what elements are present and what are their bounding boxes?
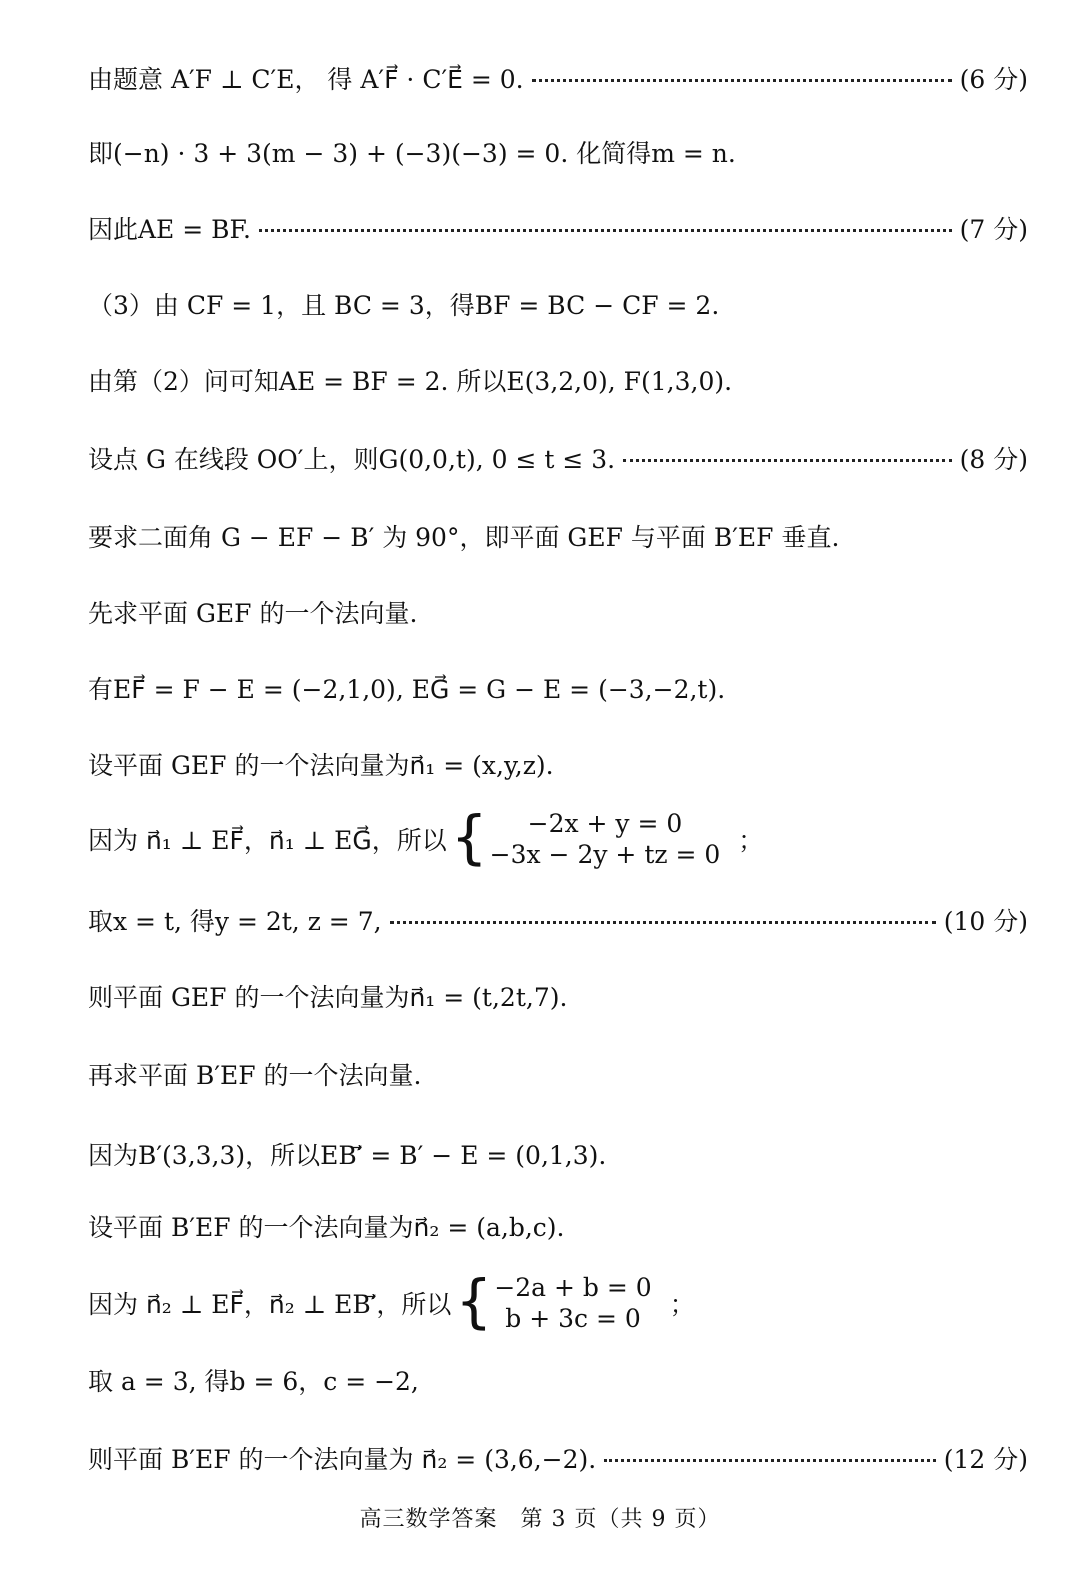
equation-system-1 <box>88 803 764 872</box>
step-text: 由题意 A′F ⊥ C′E， 得 A′F⃗ · C′E⃗ = 0. <box>88 65 524 94</box>
step-text: 要求二面角 G − EF − B′ 为 90°，即平面 GEF 与平面 B′EF 垂直. <box>88 523 840 552</box>
step-text: 因为B′(3,3,3)，所以EB′⃗ = B′ − E = (0,1,3). <box>88 1141 607 1170</box>
step-text: 有EF⃗ = F − E = (−2,1,0), EG⃗ = G − E = (−3,−2,t). <box>88 675 726 704</box>
leader-dots <box>390 921 936 924</box>
equation: b + 3c = 0 <box>505 1304 641 1334</box>
equation: −3x − 2y + tz = 0 <box>489 840 721 870</box>
left-brace-icon: { <box>455 1267 493 1336</box>
step-text: 先求平面 GEF 的一个法向量. <box>88 599 418 628</box>
step-line-1 <box>88 60 1028 96</box>
step-line-16 <box>88 1362 1028 1398</box>
step-line-4 <box>88 286 1028 322</box>
step-text: 由第（2）问可知AE = BF = 2. 所以E(3,2,0), F(1,3,0). <box>88 367 733 396</box>
left-brace-icon: { <box>450 803 488 872</box>
step-line-15 <box>88 1208 1028 1244</box>
leader-dots <box>532 79 952 82</box>
step-text: 取 a = 3, 得b = 6，c = −2, <box>88 1367 419 1396</box>
score-mark: (10 分) <box>943 907 1028 936</box>
step-line-17 <box>88 1440 1028 1476</box>
step-text: 则平面 B′EF 的一个法向量为 n⃗₂ = (3,6,−2). <box>88 1445 597 1474</box>
equations <box>490 808 721 871</box>
score-mark: (6 分) <box>959 65 1028 94</box>
score-mark: (7 分) <box>959 215 1028 244</box>
step-text: 设平面 GEF 的一个法向量为n⃗₁ = (x,y,z). <box>88 751 554 780</box>
step-text: 设平面 B′EF 的一个法向量为n⃗₂ = (a,b,c). <box>88 1213 565 1242</box>
step-line-8 <box>88 594 1028 630</box>
step-line-3 <box>88 210 1028 246</box>
step-line-13 <box>88 1056 1028 1092</box>
step-line-11 <box>88 902 1028 938</box>
system-tail: ； <box>738 826 764 856</box>
equation: −2x + y = 0 <box>527 809 683 838</box>
score-mark: (12 分) <box>943 1445 1028 1474</box>
leader-dots <box>623 459 952 462</box>
equations <box>494 1272 651 1335</box>
step-line-12 <box>88 978 1028 1014</box>
step-text: 再求平面 B′EF 的一个法向量. <box>88 1061 422 1090</box>
step-text: 取x = t, 得y = 2t, z = 7, <box>88 907 382 936</box>
page-footer: 高三数学答案 第 3 页（共 9 页） <box>359 1507 721 1532</box>
system-lead: 因为 n⃗₂ ⊥ EF⃗，n⃗₂ ⊥ EB′⃗，所以 <box>88 1290 452 1320</box>
score-mark: (8 分) <box>959 445 1028 474</box>
step-line-9 <box>88 670 1028 706</box>
step-text: （3）由 CF = 1，且 BC = 3，得BF = BC − CF = 2. <box>88 291 720 320</box>
leader-dots <box>259 229 952 232</box>
step-line-14 <box>88 1136 1028 1172</box>
step-line-6 <box>88 440 1028 476</box>
step-line-10 <box>88 746 1028 782</box>
equation-system-2 <box>88 1267 695 1336</box>
step-line-5 <box>88 362 1028 398</box>
equation: −2a + b = 0 <box>494 1273 652 1302</box>
step-line-7 <box>88 518 1028 554</box>
step-line-2 <box>88 134 1028 170</box>
system-lead: 因为 n⃗₁ ⊥ EF⃗，n⃗₁ ⊥ EG⃗，所以 <box>88 826 447 856</box>
step-text: 因此AE = BF. <box>88 215 251 244</box>
step-text: 则平面 GEF 的一个法向量为n⃗₁ = (t,2t,7). <box>88 983 568 1012</box>
leader-dots <box>604 1459 936 1462</box>
step-text: 即(−n) · 3 + 3(m − 3) + (−3)(−3) = 0. 化简得m = n. <box>88 139 736 168</box>
system-tail: ； <box>669 1290 695 1320</box>
step-text: 设点 G 在线段 OO′上，则G(0,0,t), 0 ≤ t ≤ 3. <box>88 445 616 474</box>
